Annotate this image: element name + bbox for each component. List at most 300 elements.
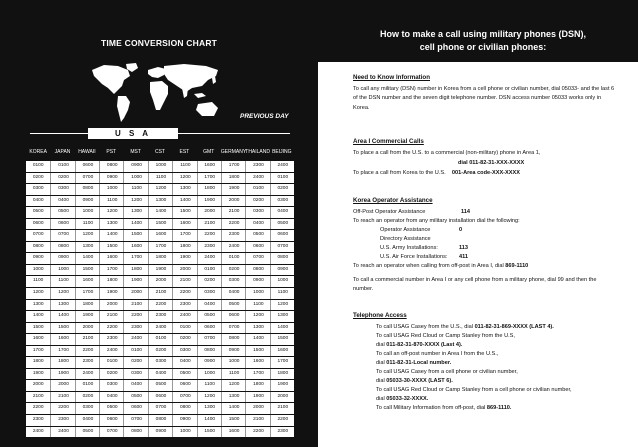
table-cell: 0500	[221, 300, 246, 311]
table-cell: 1000	[221, 357, 246, 368]
table-cell: 2000	[99, 300, 124, 311]
table-cell: 1700	[32, 347, 44, 353]
table-cell: 2000	[123, 288, 148, 299]
table-cell: 1300	[148, 196, 173, 207]
table-cell: 0300	[32, 186, 44, 192]
table-cell: 2200	[99, 323, 124, 334]
table-cell: 2400	[148, 323, 173, 334]
table-cell: 1800	[50, 357, 75, 368]
table-cell: 1600	[270, 346, 295, 357]
op-operator-label: Operator Assistance	[380, 227, 431, 233]
table-row	[26, 311, 294, 323]
table-cell: 2300	[123, 323, 148, 334]
table-cell: 1200	[270, 300, 295, 311]
table-cell: 0500	[99, 403, 124, 414]
table-cell: 1400	[148, 207, 173, 218]
table-cell: 0600	[50, 219, 75, 230]
table-cell: 1400	[270, 323, 295, 334]
world-map-image	[88, 62, 228, 124]
table-cell: 2000	[75, 323, 100, 334]
table-cell: 0200	[197, 276, 222, 287]
table-cell: 0300	[221, 276, 246, 287]
area-line-3	[353, 169, 520, 178]
table-cell: 0800	[172, 403, 197, 414]
table-cell: 2400	[245, 173, 270, 184]
tel-line-1-number: 011-82-31-869-XXXX (LAST 4).	[474, 324, 554, 330]
table-cell: 1700	[123, 253, 148, 264]
table-cell: 1900	[245, 392, 270, 403]
table-cell: 2000	[270, 392, 295, 403]
table-cell: 2100	[270, 403, 295, 414]
table-cell: 1600	[172, 219, 197, 230]
tel-line-1	[376, 323, 554, 332]
table-cell: 2100	[32, 393, 44, 399]
table-cell: 2300	[75, 357, 100, 368]
table-cell: 1300	[32, 301, 44, 307]
table-cell: 1300	[221, 392, 246, 403]
table-cell: 1200	[50, 288, 75, 299]
telephone-access-heading: Telephone Access	[353, 312, 407, 319]
table-cell: 2100	[245, 415, 270, 426]
table-row	[26, 369, 294, 381]
table-cell: 2400	[123, 334, 148, 345]
table-cell: 1700	[197, 173, 222, 184]
table-cell: 0800	[50, 242, 75, 253]
tel-line-4: To call an off-post number in Area I from the U.S.,	[376, 351, 499, 357]
table-cell: 1200	[221, 380, 246, 391]
table-cell: 1500	[221, 415, 246, 426]
table-cell: 2000	[221, 196, 246, 207]
timezone-header-row	[26, 145, 294, 159]
table-cell: 1300	[123, 207, 148, 218]
table-cell: 1200	[172, 173, 197, 184]
table-cell: 1000	[197, 369, 222, 380]
area-korea-to-us-number: 001-Area code-XXX-XXXX	[451, 170, 520, 176]
table-row	[26, 207, 294, 219]
table-cell: 0100	[99, 357, 124, 368]
tel-line-9-number: 05033-32-XXXX.	[386, 396, 429, 402]
table-cell: 1900	[221, 184, 246, 195]
table-cell: 0200	[245, 196, 270, 207]
tel-line-7	[376, 377, 453, 386]
table-cell: 0500	[50, 207, 75, 218]
table-cell: 0700	[197, 334, 222, 345]
table-cell: 1300	[245, 323, 270, 334]
table-cell: 1400	[32, 313, 44, 319]
table-cell: 2400	[99, 346, 124, 357]
op-commercial-text: To call a commercial number in Area I or any cell phone from a military phone, dial 99 and then the number.	[353, 277, 597, 293]
table-cell: 1500	[123, 230, 148, 241]
table-cell: 2400	[50, 427, 75, 438]
op-offpost-number: 114	[461, 209, 471, 215]
table-cell: 0200	[148, 346, 173, 357]
table-cell: 0900	[270, 265, 295, 276]
tel-line-8: To call USAG Red Cloud or Camp Stanley from a cell phone or civilian number,	[376, 387, 572, 393]
table-cell: 0800	[75, 184, 100, 195]
table-cell: 2100	[172, 276, 197, 287]
table-cell: 0100	[172, 323, 197, 334]
table-cell: 2400	[270, 161, 295, 172]
table-cell: 0600	[123, 403, 148, 414]
table-cell: 0600	[75, 161, 100, 172]
table-cell: 1000	[32, 266, 44, 272]
tel-line-3-number: 011-82-31-870-XXXX (Last 4).	[386, 342, 463, 348]
table-cell: 0800	[197, 346, 222, 357]
table-cell: 1100	[123, 184, 148, 195]
table-cell: 0700	[221, 323, 246, 334]
table-cell: 0900	[123, 161, 148, 172]
need-to-know-heading: Need to Know Information	[353, 74, 430, 81]
table-cell: 1000	[172, 427, 197, 438]
table-cell: 2200	[32, 405, 44, 411]
table-cell: 0800	[123, 427, 148, 438]
table-cell: 0700	[75, 173, 100, 184]
op-army-number: 113	[459, 245, 469, 251]
table-cell: 1200	[148, 184, 173, 195]
table-cell: 1600	[245, 357, 270, 368]
table-cell: 2100	[221, 207, 246, 218]
table-cell: 1200	[75, 230, 100, 241]
table-cell: 1800	[123, 265, 148, 276]
table-cell: 1400	[197, 415, 222, 426]
table-cell: 2300	[197, 242, 222, 253]
table-cell: 1100	[221, 369, 246, 380]
table-cell: 0600	[197, 323, 222, 334]
previous-day-label: PREVIOUS DAY	[240, 113, 289, 120]
table-cell: 0900	[50, 253, 75, 264]
table-cell: 0900	[221, 346, 246, 357]
header-cell: GMT	[203, 149, 215, 155]
instructions-title	[348, 28, 618, 54]
table-cell: 0200	[99, 369, 124, 380]
table-cell: 1400	[50, 311, 75, 322]
header-cell: HAWAII	[78, 149, 96, 155]
table-cell: 1900	[99, 288, 124, 299]
table-cell: 2200	[148, 300, 173, 311]
area-dial-number: dial 011-82-31-XXX-XXXX	[458, 160, 525, 166]
table-cell: 1800	[245, 380, 270, 391]
table-cell: 0500	[123, 392, 148, 403]
table-cell: 2400	[221, 242, 246, 253]
table-cell: 0500	[75, 427, 100, 438]
table-cell: 1900	[75, 311, 100, 322]
table-cell: 0400	[270, 207, 295, 218]
table-cell: 0300	[75, 403, 100, 414]
table-cell: 2000	[197, 207, 222, 218]
table-row	[26, 392, 294, 404]
table-cell: 0800	[270, 253, 295, 264]
table-cell: 0100	[123, 346, 148, 357]
table-cell: 0400	[172, 357, 197, 368]
tel-line-7-number: 05033-30-XXXX (LAST 6).	[386, 378, 453, 384]
table-row	[26, 173, 294, 185]
table-cell: 2000	[172, 265, 197, 276]
table-cell: 1900	[50, 369, 75, 380]
table-cell: 0200	[123, 357, 148, 368]
table-cell: 0600	[148, 392, 173, 403]
table-cell: 0200	[50, 173, 75, 184]
table-cell: 0400	[32, 197, 44, 203]
table-cell: 1200	[99, 207, 124, 218]
table-cell: 1700	[221, 161, 246, 172]
table-cell: 1300	[99, 219, 124, 230]
table-cell: 0400	[221, 288, 246, 299]
table-row	[26, 253, 294, 265]
table-cell: 1300	[75, 242, 100, 253]
tel-line-6: To call USAG Casey from a cell phone or civilian number,	[376, 369, 518, 375]
table-cell: 2000	[50, 380, 75, 391]
table-cell: 1400	[172, 196, 197, 207]
table-cell: 1900	[148, 265, 173, 276]
table-cell: 1900	[172, 253, 197, 264]
table-cell: 2400	[32, 428, 44, 434]
title-line-1: How to make a call using military phones (DSN),	[379, 29, 587, 39]
table-row	[26, 323, 294, 335]
table-cell: 0600	[32, 220, 44, 226]
table-row	[26, 184, 294, 196]
table-row	[26, 196, 294, 208]
table-cell: 0300	[197, 288, 222, 299]
table-cell: 2100	[75, 334, 100, 345]
table-cell: 0400	[50, 196, 75, 207]
op-directory-label: Directory Assistance	[380, 236, 431, 242]
table-cell: 0700	[32, 232, 44, 238]
table-cell: 1600	[123, 242, 148, 253]
table-row	[26, 357, 294, 369]
table-cell: 0100	[221, 253, 246, 264]
table-row	[26, 300, 294, 312]
area-line-1: To place a call from the U.S. to a commercial (non-military) phone in Area 1,	[353, 150, 541, 156]
table-cell: 0100	[148, 334, 173, 345]
table-cell: 0700	[123, 415, 148, 426]
table-cell: 0600	[270, 230, 295, 241]
table-cell: 1100	[197, 380, 222, 391]
table-cell: 0700	[50, 230, 75, 241]
table-cell: 1800	[32, 359, 44, 365]
table-cell: 1900	[123, 276, 148, 287]
table-cell: 0700	[270, 242, 295, 253]
table-cell: 1000	[123, 173, 148, 184]
table-cell: 1900	[197, 196, 222, 207]
table-cell: 0300	[245, 207, 270, 218]
table-cell: 1100	[270, 288, 295, 299]
time-conversion-table	[26, 161, 294, 438]
table-cell: 0700	[172, 392, 197, 403]
table-cell: 0900	[148, 427, 173, 438]
table-cell: 1000	[148, 161, 173, 172]
table-cell: 0900	[75, 196, 100, 207]
table-cell: 0500	[270, 219, 295, 230]
table-cell: 0700	[148, 403, 173, 414]
op-af-number: 411	[459, 254, 469, 260]
table-cell: 0200	[172, 334, 197, 345]
table-cell: 2200	[197, 230, 222, 241]
table-cell: 0300	[270, 196, 295, 207]
table-cell: 1500	[245, 346, 270, 357]
table-cell: 2200	[123, 311, 148, 322]
table-cell: 1100	[75, 219, 100, 230]
table-cell: 0400	[148, 369, 173, 380]
table-cell: 2300	[32, 417, 44, 423]
table-cell: 0700	[99, 427, 124, 438]
table-cell: 1200	[123, 196, 148, 207]
table-cell: 1100	[33, 278, 44, 284]
table-cell: 1700	[99, 265, 124, 276]
header-cell: KOREA	[29, 149, 47, 155]
op-offpost-label: Off-Post Operator Assistance	[353, 209, 426, 215]
table-cell: 2200	[50, 403, 75, 414]
table-cell: 1700	[148, 242, 173, 253]
table-row	[26, 427, 294, 439]
table-row	[26, 288, 294, 300]
header-cell: JAPAN	[54, 149, 71, 155]
table-cell: 0500	[245, 230, 270, 241]
table-cell: 1200	[32, 290, 44, 296]
table-cell: 0500	[172, 369, 197, 380]
table-cell: 0600	[221, 311, 246, 322]
table-cell: 0200	[75, 392, 100, 403]
table-cell: 0300	[172, 346, 197, 357]
tel-line-9-text: dial	[376, 396, 385, 402]
table-row	[26, 415, 294, 427]
table-cell: 0400	[75, 415, 100, 426]
table-cell: 2300	[172, 300, 197, 311]
tel-line-5-number: 011-82-31-Local number.	[386, 360, 452, 366]
table-cell: 1100	[50, 276, 75, 287]
table-cell: 2200	[270, 415, 295, 426]
table-cell: 1600	[75, 276, 100, 287]
table-cell: 0200	[270, 184, 295, 195]
header-cell: GERMANY	[220, 149, 247, 155]
table-cell: 0100	[197, 265, 222, 276]
table-cell: 1600	[148, 230, 173, 241]
tel-line-10	[376, 404, 511, 413]
table-cell: 1700	[50, 346, 75, 357]
table-cell: 2000	[32, 382, 44, 388]
table-cell: 1200	[197, 392, 222, 403]
header-cell: MST	[130, 149, 141, 155]
table-cell: 1500	[148, 219, 173, 230]
table-cell: 2100	[99, 311, 124, 322]
table-cell: 1000	[50, 265, 75, 276]
op-offpost-area-number: 869-1110	[505, 263, 529, 269]
table-cell: 1500	[32, 324, 44, 330]
tel-line-3-text: dial	[376, 342, 385, 348]
chart-title: TIME CONVERSION CHART	[100, 38, 218, 48]
table-cell: 1800	[148, 253, 173, 264]
table-row	[26, 230, 294, 242]
table-cell: 1800	[99, 276, 124, 287]
tel-line-10-number: 869-1110.	[486, 405, 512, 411]
table-cell: 1100	[245, 300, 270, 311]
table-cell: 1800	[221, 173, 246, 184]
table-cell: 1600	[50, 334, 75, 345]
table-cell: 1100	[172, 161, 197, 172]
table-row	[26, 334, 294, 346]
calling-instructions-panel	[318, 0, 638, 447]
table-cell: 1900	[270, 380, 295, 391]
op-offpost-area-text: To reach an operator when calling from off-post in Area I, dial	[353, 263, 504, 269]
table-cell: 0100	[75, 380, 100, 391]
table-cell: 0300	[99, 380, 124, 391]
table-cell: 1500	[197, 427, 222, 438]
op-army-label: U.S. Army Installations:	[380, 245, 438, 251]
table-cell: 2200	[172, 288, 197, 299]
table-cell: 0200	[32, 174, 44, 180]
table-cell: 1400	[221, 403, 246, 414]
table-cell: 1300	[197, 403, 222, 414]
table-cell: 1500	[172, 207, 197, 218]
header-cell: CST	[154, 149, 165, 155]
table-cell: 0600	[245, 242, 270, 253]
table-cell: 2400	[75, 369, 100, 380]
header-cell: PST	[106, 149, 117, 155]
op-operator-number: 0	[459, 227, 463, 233]
tel-line-10-text: To call Military Information from off-post, dial	[376, 405, 486, 411]
need-to-know-text: To call any military (DSN) number in Korea from a cell phone or civilian number, dial 05033- and the last 6 of the DSN number and the seven digit telephone number. DSN access number 05033 works only in Korea.	[353, 86, 615, 111]
op-reach-text: To reach an operator from any military installation dial the following:	[353, 218, 520, 224]
op-offpost-area-line	[353, 262, 528, 271]
table-cell: 0400	[245, 219, 270, 230]
table-cell: 0300	[123, 369, 148, 380]
table-cell: 2100	[197, 219, 222, 230]
table-cell: 1600	[99, 253, 124, 264]
table-cell: 1500	[50, 323, 75, 334]
operator-heading: Korea Operator Assistance	[353, 197, 433, 204]
table-cell: 0400	[99, 392, 124, 403]
table-cell: 2000	[245, 403, 270, 414]
op-af-label: U.S. Air Force Installations:	[380, 254, 448, 260]
table-cell: 0900	[32, 255, 44, 261]
tel-line-9	[376, 395, 428, 404]
table-row	[26, 403, 294, 415]
table-cell: 1500	[75, 265, 100, 276]
table-cell: 1700	[75, 288, 100, 299]
table-cell: 2300	[148, 311, 173, 322]
table-cell: 0300	[50, 184, 75, 195]
table-cell: 0400	[123, 380, 148, 391]
table-cell: 0500	[32, 209, 44, 215]
table-cell: 2200	[245, 427, 270, 438]
table-cell: 1400	[123, 219, 148, 230]
table-cell: 1300	[50, 300, 75, 311]
table-cell: 2300	[50, 415, 75, 426]
table-cell: 1800	[197, 184, 222, 195]
table-cell: 0800	[245, 265, 270, 276]
table-cell: 1800	[172, 242, 197, 253]
table-cell: 1300	[172, 184, 197, 195]
table-cell: 2100	[148, 288, 173, 299]
table-cell: 0100	[270, 173, 295, 184]
table-cell: 0400	[197, 300, 222, 311]
table-cell: 2300	[221, 230, 246, 241]
table-cell: 0900	[245, 276, 270, 287]
table-cell: 2100	[50, 392, 75, 403]
table-cell: 0700	[245, 253, 270, 264]
table-row	[26, 242, 294, 254]
table-cell: 1000	[245, 288, 270, 299]
tel-line-3	[376, 341, 462, 350]
tel-line-2: To call USAG Red Cloud or Camp Stanley from the U.S,	[376, 333, 515, 339]
table-cell: 2200	[221, 219, 246, 230]
table-cell: 0900	[99, 173, 124, 184]
header-cell: THAILAND	[245, 149, 270, 155]
table-cell: 2300	[245, 161, 270, 172]
table-cell: 1600	[197, 161, 222, 172]
tel-line-1-text: To call USAG Casey from the U.S., dial	[376, 324, 473, 330]
table-cell: 2100	[123, 300, 148, 311]
table-row	[26, 276, 294, 288]
